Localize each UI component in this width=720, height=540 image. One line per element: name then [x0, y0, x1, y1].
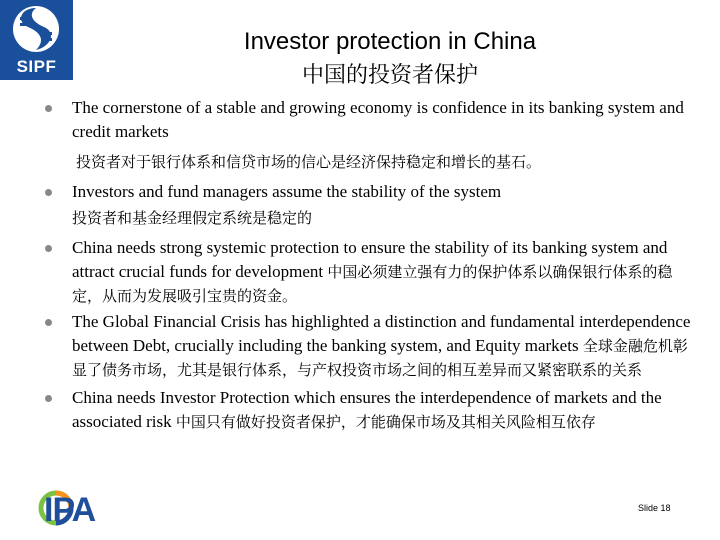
- bullet-dot-icon: [45, 395, 52, 402]
- bullet-1-chinese-line: 投资者对于银行体系和信贷市场的信心是经济保持稳定和增长的基石。: [76, 153, 542, 171]
- bullet-dot-icon: [45, 319, 52, 326]
- sipf-emblem-icon: [0, 0, 73, 60]
- bullet-dot-icon: [45, 245, 52, 252]
- bullet-2-chinese-line: 投资者和基金经理假定系统是稳定的: [72, 209, 313, 227]
- bullet-list: [0, 96, 720, 434]
- slide-title-english: Investor protection in China: [243, 28, 537, 55]
- bullet-item-3: [0, 236, 694, 308]
- bullet-4-chinese: 全球金融危机彰显了债务市场，尤其是银行体系，与产权投资市场之间的相互差异而又紧密联系的关系: [72, 337, 688, 379]
- bullet-item-5: [0, 386, 694, 434]
- slide-number: Slide 18: [638, 503, 671, 513]
- bullet-item-4: [0, 310, 694, 382]
- bullet-3-text: China needs strong systemic protection to ensure the stability of its banking system and attract crucial funds for development: [72, 238, 668, 281]
- ipa-logo-text: IPA: [44, 491, 96, 529]
- bullet-5-chinese: 中国只有做好投资者保护，才能确保市场及其相关风险相互依存: [175, 413, 596, 431]
- bullet-item-2: [0, 180, 694, 204]
- sipf-logo-text: SIPF: [16, 57, 57, 76]
- bullet-5-text: China needs Investor Protection which ensures the interdependence of markets and the associated risk: [72, 388, 662, 431]
- bullet-4-text: The Global Financial Crisis has highlighted a distinction and fundamental interdependence between Debt, crucially including the banking system, and Equity markets: [72, 312, 691, 355]
- bullet-1-text: The cornerstone of a stable and growing economy is confidence in its banking system and credit markets: [72, 98, 684, 141]
- bullet-item-1: [0, 96, 694, 144]
- bullet-2-text: Investors and fund managers assume the stability of the system: [72, 182, 502, 201]
- sipf-logo: [0, 0, 73, 80]
- slide-title-chinese: 中国的投资者保护: [301, 63, 478, 88]
- bullet-3-chinese: 中国必须建立强有力的保护体系以确保银行体系的稳定，从而为发展吸引宝贵的资金。: [72, 263, 673, 305]
- bullet-dot-icon: [45, 189, 52, 196]
- bullet-dot-icon: [45, 105, 52, 112]
